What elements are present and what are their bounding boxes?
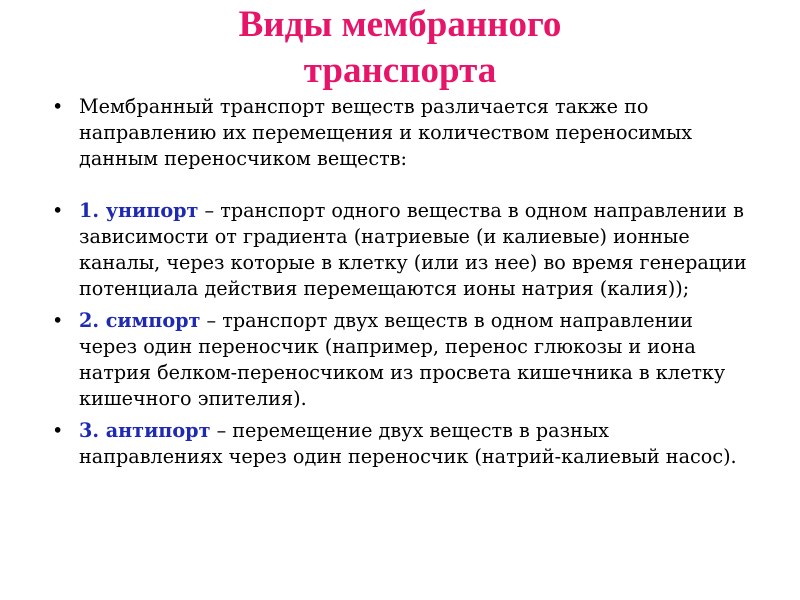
bullet-item-antiport	[52, 418, 752, 470]
term-uniport: 1. унипорт	[79, 199, 199, 222]
bullet-item-intro	[52, 94, 752, 172]
bullet-icon: •	[52, 419, 64, 442]
antiport-description: – перемещение двух веществ в разных направлениях через один переносчик (натрий-калиевый насос).	[79, 419, 737, 468]
uniport-description: – транспорт одного вещества в одном направлении в зависимости от градиента (натриевые (и калиевые) ионные каналы, через которые в клетку (или из нее) во время генерации потенциала действия перемещаются ионы натрия (калия));	[79, 199, 747, 300]
slide-title	[0, 2, 800, 94]
term-symport: 2. симпорт	[79, 309, 201, 332]
bullet-icon: •	[52, 309, 64, 332]
slide-title-line-1: Виды мембранного	[238, 4, 562, 45]
term-antiport: 3. антипорт	[79, 419, 211, 442]
bullet-icon: •	[52, 199, 64, 222]
bullet-icon: •	[52, 95, 64, 118]
bullet-item-uniport	[52, 198, 752, 302]
slide-title-line-2: транспорта	[303, 50, 497, 91]
symport-description: – транспорт двух веществ в одном направлении через один переносчик (например, перенос глюкозы и иона натрия белком-переносчиком из просвета кишечника в клетку кишечного эпителия).	[79, 309, 726, 410]
bullet-item-symport	[52, 308, 752, 412]
bullet-list	[52, 94, 752, 470]
intro-text: Мембранный транспорт веществ различается также по направлению их перемещения и количеством переносимых данным переносчиком веществ:	[79, 95, 693, 170]
